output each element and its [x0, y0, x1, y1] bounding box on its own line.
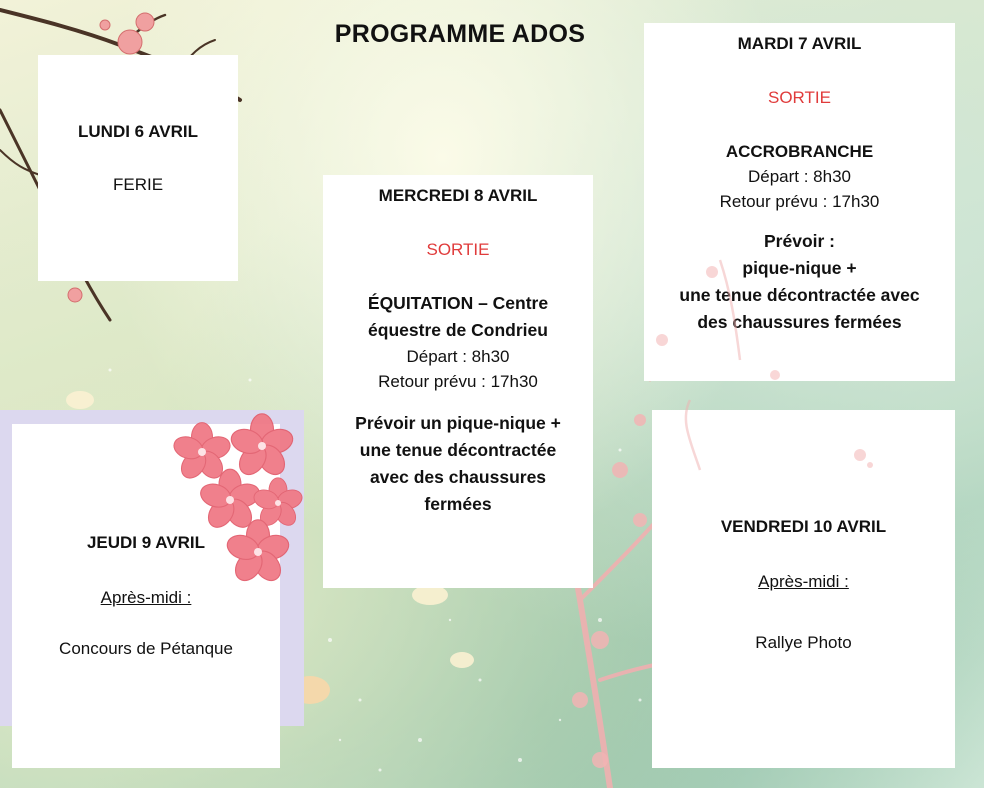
departure-time: Départ : 8h30	[406, 347, 510, 366]
outing-label: SORTIE	[426, 240, 490, 259]
day-heading: VENDREDI 10 AVRIL	[720, 517, 887, 536]
bring-line-3: une tenue décontractée avec	[679, 285, 920, 305]
card-wednesday	[323, 175, 593, 588]
bring-line-4: fermées	[424, 494, 492, 514]
period-label: Après-midi :	[100, 588, 192, 607]
bring-line-4: des chaussures fermées	[697, 312, 902, 332]
card-friday	[652, 410, 955, 768]
card-thursday	[12, 424, 280, 768]
return-time: Retour prévu : 17h30	[378, 372, 538, 391]
activity-line-2: équestre de Condrieu	[368, 320, 548, 340]
page-title: PROGRAMME ADOS	[334, 20, 586, 48]
day-text: FERIE	[112, 175, 164, 194]
activity-name: ACCROBRANCHE	[725, 142, 874, 161]
day-heading: JEUDI 9 AVRIL	[86, 533, 206, 552]
activity-line-1: ÉQUITATION – Centre	[367, 293, 549, 313]
bring-line-2: une tenue décontractée	[359, 440, 557, 460]
period-label: Après-midi :	[758, 572, 849, 591]
bring-line-2: pique-nique +	[742, 258, 857, 278]
day-heading: MARDI 7 AVRIL	[737, 34, 862, 53]
card-tuesday	[644, 23, 955, 381]
day-heading: LUNDI 6 AVRIL	[78, 122, 198, 141]
outing-label: SORTIE	[768, 88, 831, 107]
bring-line-1: Prévoir :	[764, 231, 835, 251]
card-monday	[38, 55, 238, 281]
activity-name: Concours de Pétanque	[59, 639, 233, 658]
return-time: Retour prévu : 17h30	[719, 192, 880, 211]
bring-line-3: avec des chaussures	[369, 467, 547, 487]
departure-time: Départ : 8h30	[747, 167, 851, 186]
day-heading: MERCREDI 8 AVRIL	[378, 186, 538, 205]
bring-line-1: Prévoir un pique-nique +	[355, 413, 561, 433]
activity-name: Rallye Photo	[755, 633, 852, 652]
